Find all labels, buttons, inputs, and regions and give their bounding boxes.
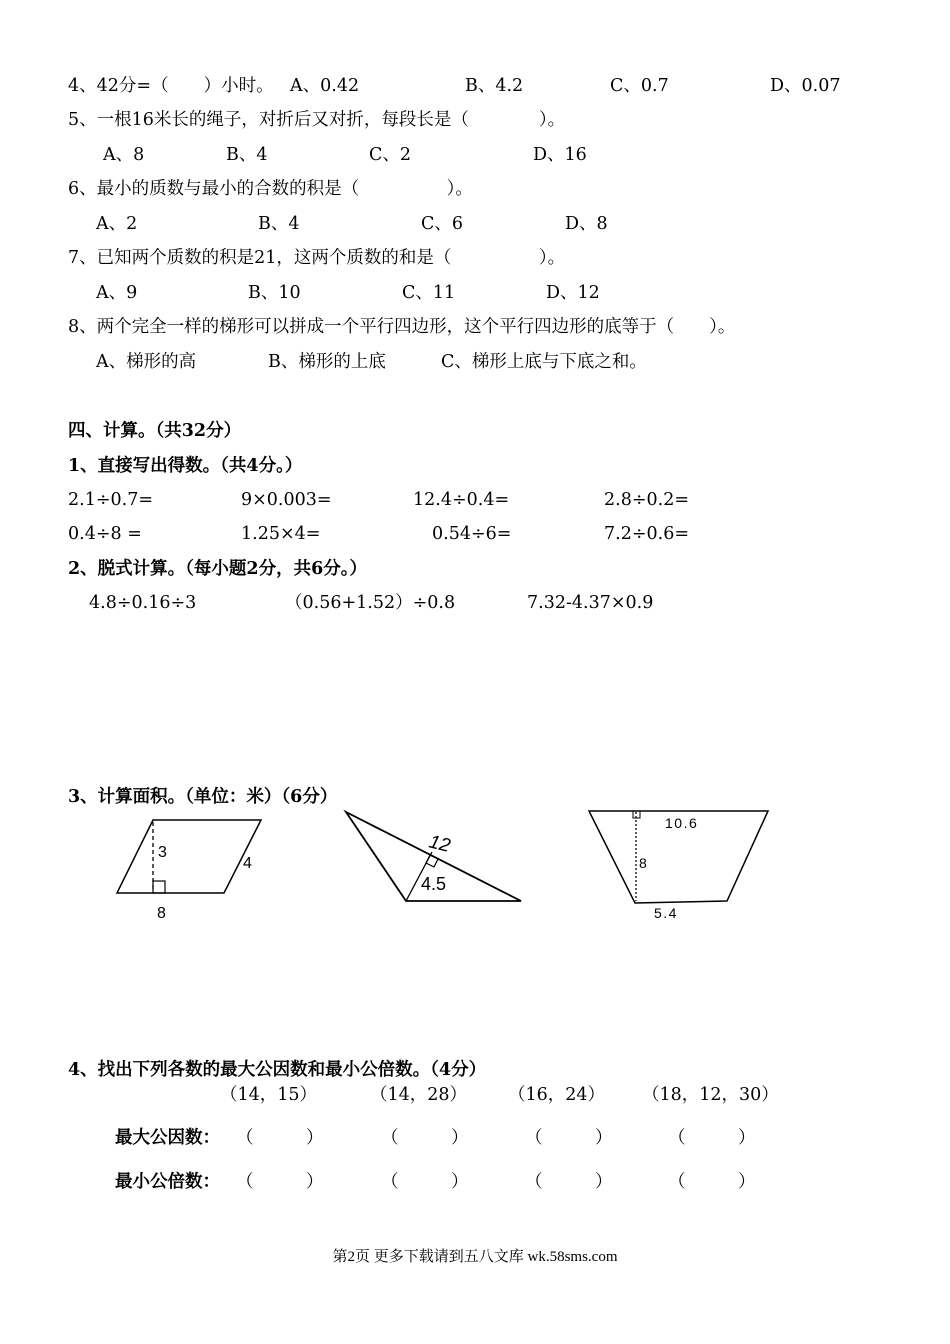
- number-set-1: （14，15）: [220, 1085, 318, 1105]
- q6-option-d: D、8: [565, 214, 608, 234]
- lcm-label: 最小公倍数：: [115, 1172, 220, 1192]
- parallelogram-figure: [117, 820, 261, 922]
- stepwise-calc-3: 7.32-4.37×0.9: [527, 593, 654, 613]
- part2-title: 2、脱式计算。（每小题2分，共6分。）: [68, 559, 368, 579]
- q4-stem: 4、42分=（ ）小时。: [68, 76, 274, 96]
- triangle-figure: [346, 812, 521, 901]
- parallelogram-side-label: 4: [243, 855, 252, 872]
- number-set-4: （18，12，30）: [642, 1085, 779, 1105]
- q6-option-a: A、2: [96, 214, 138, 234]
- lcm-blank-4[interactable]: （ ）: [668, 1172, 756, 1192]
- q5-option-c: C、2: [369, 145, 412, 165]
- oral-calc-7: 0.54÷6=: [432, 524, 512, 544]
- page-footer: 第2页 更多下载请到五八文库 wk.58sms.com: [332, 1249, 618, 1265]
- part4-title: 4、找出下列各数的最大公因数和最小公倍数。（4分）: [68, 1060, 487, 1080]
- q5-option-d: D、16: [533, 145, 587, 165]
- lcm-blank-1[interactable]: （ ）: [236, 1172, 324, 1192]
- q8-option-b: B、梯形的上底: [268, 352, 386, 372]
- stepwise-calc-2: （0.56+1.52）÷0.8: [285, 593, 456, 613]
- q7-option-a: A、9: [96, 283, 138, 303]
- trapezoid-top-label: 10.6: [665, 815, 699, 831]
- gcd-label: 最大公因数：: [115, 1128, 220, 1148]
- q8-stem: 8、两个完全一样的梯形可以拼成一个平行四边形，这个平行四边形的底等于（ ）。: [68, 317, 736, 337]
- gcd-blank-4[interactable]: （ ）: [668, 1128, 756, 1148]
- part1-title: 1、直接写出得数。（共4分。）: [68, 456, 303, 476]
- lcm-blank-2[interactable]: （ ）: [381, 1172, 469, 1192]
- q6-option-b: B、4: [258, 214, 300, 234]
- parallelogram-base-label: 8: [157, 905, 166, 922]
- q7-option-c: C、11: [402, 283, 456, 303]
- number-set-3: （16，24）: [508, 1085, 606, 1105]
- q6-stem: 6、最小的质数与最小的合数的积是（ ）。: [68, 179, 473, 199]
- oral-calc-2: 9×0.003=: [241, 490, 332, 510]
- oral-calc-8: 7.2÷0.6=: [604, 524, 689, 544]
- q8-option-a: A、梯形的高: [96, 352, 197, 372]
- q5-option-a: A、8: [103, 145, 145, 165]
- q5-stem: 5、一根16米长的绳子，对折后又对折，每段长是（ ）。: [68, 110, 566, 130]
- number-set-2: （14，28）: [370, 1085, 468, 1105]
- q4-option-d: D、0.07: [770, 76, 841, 96]
- q4-option-b: B、4.2: [465, 76, 524, 96]
- trapezoid-bottom-label: 5.4: [654, 905, 678, 921]
- triangle-height-label: 4.5: [421, 874, 447, 894]
- lcm-blank-3[interactable]: （ ）: [525, 1172, 613, 1192]
- gcd-blank-2[interactable]: （ ）: [381, 1128, 469, 1148]
- part3-title: 3、计算面积。（单位：米）（6分）: [68, 787, 338, 807]
- q7-stem: 7、已知两个质数的积是21，这两个质数的和是（ ）。: [68, 248, 566, 268]
- oral-calc-4: 2.8÷0.2=: [604, 490, 689, 510]
- q4-option-c: C、0.7: [610, 76, 669, 96]
- oral-calc-3: 12.4÷0.4=: [413, 490, 510, 510]
- trapezoid-figure: [589, 811, 768, 921]
- trapezoid-height-label: 8: [639, 855, 647, 871]
- gcd-blank-3[interactable]: （ ）: [525, 1128, 613, 1148]
- section4-title: 四、计算。（共32分）: [68, 421, 242, 441]
- q5-option-b: B、4: [226, 145, 268, 165]
- oral-calc-5: 0.4÷8 =: [68, 524, 142, 544]
- q8-option-c: C、梯形上底与下底之和。: [441, 352, 647, 372]
- q7-option-d: D、12: [546, 283, 600, 303]
- stepwise-calc-1: 4.8÷0.16÷3: [89, 593, 197, 613]
- triangle-base-label: 12: [426, 831, 453, 857]
- gcd-blank-1[interactable]: （ ）: [236, 1128, 324, 1148]
- oral-calc-6: 1.25×4=: [241, 524, 321, 544]
- q4-option-a: A、0.42: [290, 76, 360, 96]
- parallelogram-height-label: 3: [158, 844, 167, 861]
- oral-calc-1: 2.1÷0.7=: [68, 490, 153, 510]
- q7-option-b: B、10: [248, 283, 301, 303]
- q6-option-c: C、6: [421, 214, 464, 234]
